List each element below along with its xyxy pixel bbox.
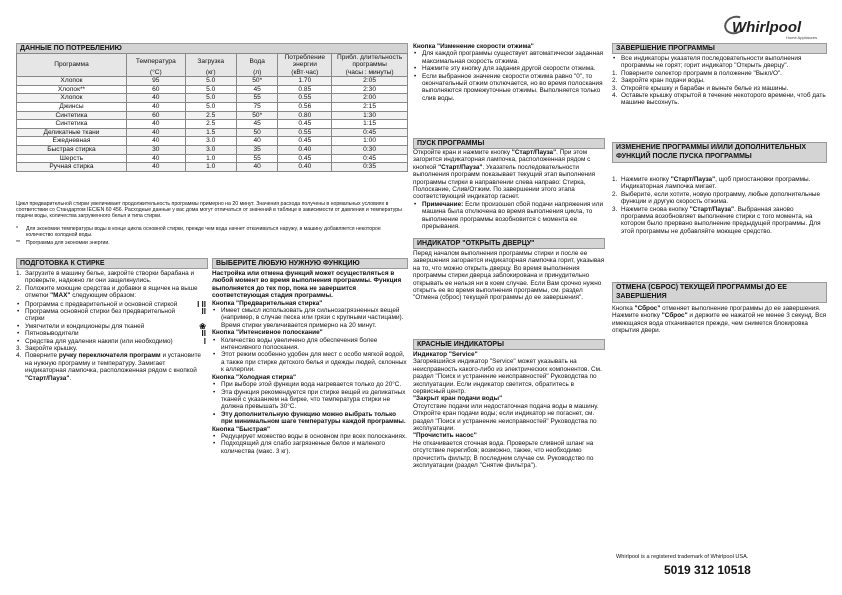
- choose-intro: Настройка или отмена функций может осуществляться в любой момент во время выполнения программы. Функция выполняется до тех пор, пока не завершится соответствующая стадия программы.: [212, 270, 402, 300]
- consumption-cell: 40: [236, 137, 278, 146]
- consumption-row: [17, 137, 408, 146]
- service-heading: Индикатор "Service": [413, 351, 478, 358]
- prep-step-4: 4. Поверните ручку переключателя программ и установите на нужную программу и температуру. Замигает индикаторная лампочка, расположенная рядом с кнопкой "Старт/Пауза".: [16, 352, 201, 382]
- choose-title: ВЫБЕРИТЕ ЛЮБУЮ НУЖНУЮ ФУНКЦИЮ: [212, 258, 408, 269]
- consumption-title: ДАННЫЕ ПО ПОТРЕБЛЕНИЮ: [16, 43, 408, 54]
- consumption-cell: 2:30: [332, 85, 408, 94]
- spin-desc-1: • Для каждой программы существует автоматически заданная максимальная скорость отжима.: [413, 50, 605, 65]
- consumption-cell: 0.56: [278, 103, 332, 112]
- consumption-cell: Ручная стирка: [17, 163, 127, 172]
- consumption-cell: 55: [236, 94, 278, 103]
- consumption-cell: 35: [236, 145, 278, 154]
- trademark: Whirlpool is a registered trademark of Whirlpool USA.: [616, 554, 749, 560]
- spin-desc-2: • Нажмите эту кнопку для задания другой скорости отжима.: [413, 65, 605, 72]
- consumption-row: [17, 145, 408, 154]
- consumption-cell: 2:15: [332, 103, 408, 112]
- consumption-cell: 2:05: [332, 77, 408, 86]
- brand-logo: Whirlpool: [732, 19, 802, 36]
- consumption-cell: Быстрая стирка: [17, 145, 127, 154]
- intensive-rinse-desc-2: • Этот режим особенно удобен для мест с особо мягкой водой, а также при стирке детского белья и одежды людей, склонных к аллергии.: [212, 351, 408, 373]
- consumption-note-3: ** Программа для экономии энергии.: [16, 240, 408, 246]
- consumption-cell: 0.80: [278, 111, 332, 120]
- col-energy: Потребление энергии: [278, 54, 332, 69]
- prep-softener: • Умягчители и кондиционеры для тканей ❀: [16, 323, 208, 330]
- unit-temp: (°C): [126, 69, 185, 77]
- consumption-cell: Хлопок**: [17, 85, 127, 94]
- prep-title: ПОДГОТОВКА К СТИРКЕ: [16, 258, 208, 269]
- consumption-cell: 0.40: [278, 145, 332, 154]
- consumption-cell: 1.0: [185, 163, 236, 172]
- finish-step-3: 3. Откройте крышку и барабан и выньте белье из машины.: [612, 84, 789, 92]
- red-content: [413, 351, 605, 470]
- consumption-cell: 0.55: [278, 94, 332, 103]
- door-title: ИНДИКАТОР "ОТКРЫТЬ ДВЕРЦУ": [413, 238, 605, 249]
- consumption-cell: Шерсть: [17, 154, 127, 163]
- flower-icon: ❀: [199, 321, 206, 331]
- consumption-cell: 45: [236, 85, 278, 94]
- compartment-II-stain-icon: II: [201, 329, 206, 339]
- consumption-cell: 75: [236, 103, 278, 112]
- prep-step-1: 1. Загрузите в машину белье, закройте створки барабана и проверьте, надежно ли они защелкнулись.: [16, 270, 195, 285]
- consumption-cell: 2.5: [185, 111, 236, 120]
- prep-step-2: 2. Положите моющие средства и добавки в ящичек на выше отметки "MAX" следующим образом:: [16, 284, 198, 300]
- finish-step-4: 4. Оставьте крышку открытой в течение некоторого времени, чтоб дать машине высохнуть.: [612, 92, 826, 107]
- consumption-cell: 40: [126, 154, 185, 163]
- unit-duration: (часы : минуты): [332, 69, 408, 77]
- start-content: [413, 149, 605, 230]
- intensive-rinse-heading: Кнопка "Интенсивное полоскание": [212, 329, 323, 337]
- consumption-cell: 0:45: [332, 154, 408, 163]
- unit-load: (кг): [185, 69, 236, 77]
- note-2-text: Для экономии температуры воды в конце цикла основной стирки, прежде чем вода начнет откачиваться наружу, в машину добавляется некоторое количество холодной воды.: [26, 226, 381, 238]
- change-title: ИЗМЕНЕНИЕ ПРОГРАММЫ И/ИЛИ ДОПОЛНИТЕЛЬНЫХ ФУНКЦИЙ ПОСЛЕ ПУСКА ПРОГРАММЫ: [612, 142, 827, 163]
- prep-content: [16, 270, 208, 382]
- consumption-cell: 60: [126, 85, 185, 94]
- document-code: 5019 312 10518: [664, 563, 751, 577]
- consumption-cell: 0.45: [278, 154, 332, 163]
- prep-detergent-main: • Программа основной стирки без предварительной стирки II: [16, 308, 208, 323]
- prep-detergent-prewash: • Программа с предварительной и основной стиркой I II: [16, 301, 208, 308]
- spin-title: Кнопка "Изменение скорости отжима": [413, 43, 534, 50]
- consumption-cell: 1.70: [278, 77, 332, 86]
- cold-wash-desc-2: • Эта функция рекомендуется при стирке вещей из деликатных тканей с указанием на бирке, что температура стирки не должна превышать 30°C.: [212, 389, 408, 411]
- consumption-row: [17, 94, 408, 103]
- consumption-cell: 50*: [236, 77, 278, 86]
- consumption-cell: 5.0: [185, 103, 236, 112]
- consumption-cell: 40: [126, 120, 185, 129]
- consumption-cell: Синтетика: [17, 111, 127, 120]
- consumption-cell: 1:30: [332, 111, 408, 120]
- reset-title: ОТМЕНА (СБРОС) ТЕКУЩЕЙ ПРОГРАММЫ ДО ЕЕ ЗАВЕРШЕНИЯ: [612, 282, 827, 303]
- prep-descaler: • Средства для удаления накипи (или необходимо) I: [16, 338, 208, 345]
- spin-desc-3: • Если выбранное значение скорости отжима равно "0", то окончательный отжим отключается, но во время полоскания выполняются промежуточные отжимы. Выполняется только слив воды.: [413, 73, 605, 103]
- consumption-cell: 5.0: [185, 77, 236, 86]
- unit-water: (л): [236, 69, 278, 77]
- consumption-cell: 5.0: [185, 94, 236, 103]
- consumption-cell: 1.0: [185, 154, 236, 163]
- consumption-note-2: * Для экономии температуры воды в конце цикла основной стирки, прежде чем вода начнет откачиваться наружу, в машину добавляется некоторое количество холодной воды.: [16, 226, 408, 238]
- consumption-cell: 50*: [236, 111, 278, 120]
- consumption-cell: 2:00: [332, 94, 408, 103]
- quick-heading: Кнопка "Быстрая": [212, 425, 271, 433]
- pump-desc: Не откачивается сточная вода. Проверьте сливной шланг на отсутствие перегибов; возможно, также, что необходимо прочистить фильтр; В последнем случае см. Руководство по эксплуатации (раздел "Снятие фильтра").: [413, 439, 594, 470]
- consumption-cell: Хлопок: [17, 94, 127, 103]
- consumption-cell: 40: [236, 163, 278, 172]
- cold-wash-desc-3: • Эту дополнительную функцию можно выбрать только при минимальном шаге температуры каждой программы.: [212, 411, 408, 426]
- consumption-row: [17, 163, 408, 172]
- consumption-cell: 0.55: [278, 128, 332, 137]
- consumption-cell: 0.45: [278, 137, 332, 146]
- red-title: КРАСНЫЕ ИНДИКАТОРЫ: [413, 339, 605, 350]
- consumption-cell: 1:00: [332, 137, 408, 146]
- consumption-cell: 2.5: [185, 120, 236, 129]
- quick-desc-2: • Подходящий для слабо загрязненые белое и маленого количества (макс. 3 кг).: [212, 440, 408, 455]
- finish-content: [612, 55, 827, 107]
- consumption-cell: 30: [126, 145, 185, 154]
- consumption-cell: Ежедневная: [17, 137, 127, 146]
- intensive-rinse-desc-1: • Количество воды увеличено для обеспечения более интенсивного полоскания.: [212, 337, 408, 352]
- consumption-row: [17, 120, 408, 129]
- compartment-I-II-icon: I II: [197, 299, 206, 309]
- consumption-cell: 40: [126, 137, 185, 146]
- consumption-cell: 0.40: [278, 163, 332, 172]
- consumption-cell: 95: [126, 77, 185, 86]
- consumption-cell: 5.0: [185, 85, 236, 94]
- tap-desc: Отсутствие подачи или недостаточная подача воды в машину. Откройте кран подачи воды; если индикатор не погаснет, см. раздел "Поиск и устранение неисправностей" Руководства по эксплуатации.: [413, 402, 599, 433]
- compartment-I-descaler-icon: I: [203, 336, 206, 346]
- consumption-cell: 3.0: [185, 137, 236, 146]
- tap-heading: "Закрыт кран подачи воды": [413, 395, 503, 403]
- consumption-row: [17, 77, 408, 86]
- change-step-1: 1. Нажмите кнопку "Старт/Пауза", щоб приостановки программы. Индикаторная лампочка мигает.: [612, 176, 811, 191]
- unit-energy: (кВт·час): [278, 69, 332, 77]
- consumption-cell: Хлопок: [17, 77, 127, 86]
- consumption-cell: 1:15: [332, 120, 408, 129]
- prep-step-3: 3. Закройте крышку.: [16, 345, 78, 353]
- change-step-3: 3. Нажмите снова кнопку "Старт/Пауза". Выбранная заново программа возобновляет выполнение стирки с того момента, на котором было прервано выполнение предыдущей программы. Для этой программы не добавляйте моющее средство.: [612, 205, 821, 235]
- change-step-2: 2. Выберите, если хотите, новую программу, любые дополнительные функции и другую скорость отжима.: [612, 190, 820, 206]
- brand-sub: Home Appliances: [786, 35, 818, 40]
- consumption-cell: 45: [236, 120, 278, 129]
- consumption-cell: 50: [236, 128, 278, 137]
- col-program: Программа: [17, 54, 127, 77]
- finish-step-1: 1. Поверните селектор программ в положение "Выкл/O".: [612, 69, 782, 77]
- pump-heading: "Прочистить насос": [413, 432, 477, 440]
- finish-note: • Все индикаторы указателя последовательности выполнения программы не горят; горит индикатор "Открыть дверцу".: [612, 55, 827, 70]
- consumption-row: [17, 128, 408, 137]
- consumption-cell: 40: [126, 103, 185, 112]
- consumption-row: [17, 85, 408, 94]
- change-content: [612, 176, 827, 235]
- consumption-note-1: Цикл предварительной стирки увеличивает продолжительность программы примерно на 20 минут. Значения расхода получены в нормальных условиях в соответствии со Стандартом IEC/EN 60 456. Расходные данные у вас дома могут отличаться от значений в таблице в зависимости от давления и температуры подачи воды, количества загруженного белья и типа стирки.: [16, 201, 402, 219]
- consumption-cell: 55: [236, 154, 278, 163]
- col-duration: Прибл. длительность программы: [332, 54, 408, 69]
- consumption-cell: 40: [126, 128, 185, 137]
- consumption-cell: 0:35: [332, 163, 408, 172]
- col-load: Загрузка: [185, 54, 236, 69]
- cold-wash-heading: Кнопка "Холодная стирка": [212, 373, 297, 381]
- consumption-cell: 0.45: [278, 120, 332, 129]
- spin-section: [413, 43, 605, 102]
- finish-title: ЗАВЕРШЕНИЕ ПРОГРАММЫ: [612, 43, 827, 54]
- col-water: Вода: [236, 54, 278, 69]
- consumption-row: [17, 103, 408, 112]
- prewash-heading: Кнопка "Предварительная стирка": [212, 299, 323, 307]
- start-title: ПУСК ПРОГРАММЫ: [413, 138, 605, 149]
- reset-text: Кнопка "Сброс" отменяет выполнение программы до ее завершения. Нажмите кнопку "Сброс" и держите ее нажатой не менее 3 секунд. Вся имеющаяся вода откачивается прежде, чем снимется блокировка открытия двери.: [612, 305, 827, 335]
- prep-stain-remover: • Пятновыводители II: [16, 330, 208, 337]
- consumption-cell: Джинсы: [17, 103, 127, 112]
- compartment-II-icon: II: [201, 307, 206, 317]
- prewash-desc: • Имеет смысл использовать для сильнозагрязненных вещей (например, в случае песка или грязи с крупными частицами). Время стирки увеличивается примерно на 20 минут.: [212, 307, 408, 329]
- service-desc: Загоревшийся индикатор "Service" может указывать на неисправность какого-либо из электрических компонентов. См. раздел "Поиск и устранение неисправностей" Руководства по эксплуатации. Если индикатор светится, обратитесь в сервисный центр.: [413, 358, 602, 396]
- finish-step-2: 2. Закройте кран подачи воды.: [612, 77, 705, 85]
- start-note: • Примечание: Если произошел сбой подачи напряжения или машина была отключена во время выполнения цикла, то выполнение программы возобновится с момента ее прерывания.: [413, 201, 605, 231]
- col-temp: Температура: [126, 54, 185, 69]
- consumption-cell: Деликатные ткани: [17, 128, 127, 137]
- consumption-cell: 40: [126, 94, 185, 103]
- consumption-cell: 1.5: [185, 128, 236, 137]
- consumption-row: [17, 111, 408, 120]
- consumption-row: [17, 154, 408, 163]
- consumption-cell: 0.85: [278, 85, 332, 94]
- consumption-cell: 0:45: [332, 128, 408, 137]
- consumption-table: [16, 53, 408, 172]
- door-text: Перед началом выполнения программы стирки и после ее завершения загорается индикаторная лампочка горит, указывая на то, что можно открыть дверцу. Во время выполнения программы стирки дверца заблокирована и принудительно открывать ее нельзя ни в коем случае. Если Вам срочно нужно открыть ее во время выполнения программы, см. раздел "Отмена (сброс) текущей программы до ее завершения".: [413, 250, 605, 302]
- consumption-cell: 0:30: [332, 145, 408, 154]
- quick-desc-1: • Редуцирует можество воды в основном при всех полосканиях.: [212, 433, 408, 440]
- note-3-text: Программа для экономии энергии.: [26, 240, 110, 246]
- start-text: Откройте кран и нажмите кнопку "Старт/Пауза". При этом загорится индикаторная лампочка, расположенная рядом с кнопкой "Старт/Пауза". Указатель последовательности выполнения программ показывает текущий этап выполнения программы стирки в направлении слева направо: Стирка, Полоскание, Слив/Отжим. По завершении этого этапа соответствующий индикатор гаснет.: [413, 149, 596, 201]
- cold-wash-desc-1: • При выборе этой функции вода нагревается только до 20°C.: [212, 381, 408, 388]
- consumption-cell: 3.0: [185, 145, 236, 154]
- consumption-cell: 60: [126, 111, 185, 120]
- choose-content: [212, 270, 408, 455]
- consumption-cell: 40: [126, 163, 185, 172]
- consumption-cell: Синтетика: [17, 120, 127, 129]
